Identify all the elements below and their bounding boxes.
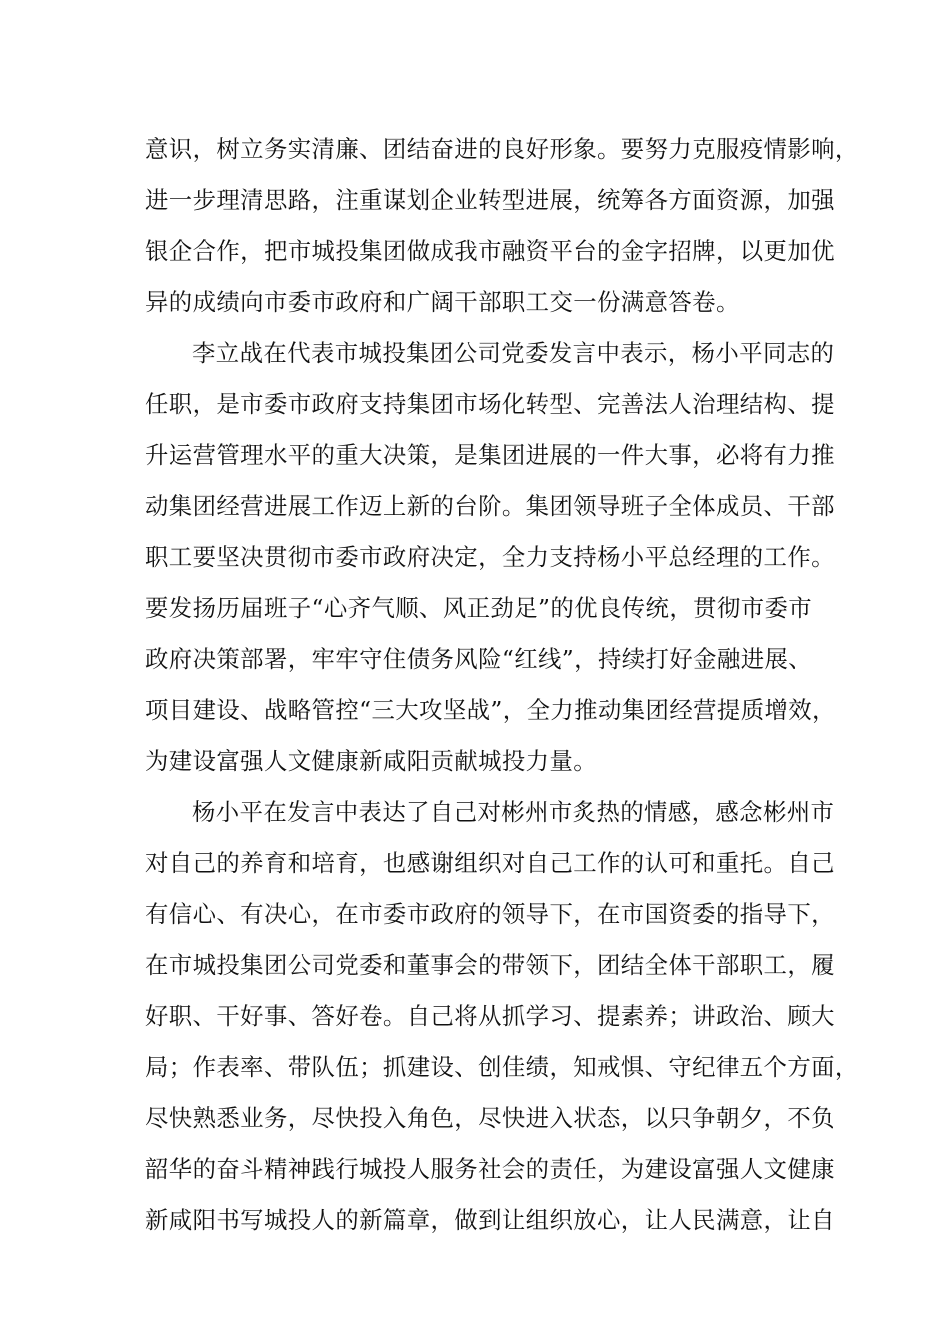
text-line: 项目建设、战略管控“三大攻坚战”，全力推动集团经营提质增效，	[145, 696, 836, 724]
text-line: 局；作表率、带队伍；抓建设、创佳绩，知戒惧、守纪律五个方面，	[145, 1053, 859, 1081]
text-line: 银企合作，把市城投集团做成我市融资平台的金字招牌，以更加优	[145, 237, 835, 265]
text-line: 新咸阳书写城投人的新篇章，做到让组织放心，让人民满意，让自	[145, 1206, 835, 1234]
text-line: 意识，树立务实清廉、团结奋进的良好形象。要努力克服疫情影响，	[145, 135, 859, 163]
paragraph-start-line: 李立战在代表市城投集团公司党委发言中表示，杨小平同志的	[192, 339, 835, 367]
text-line: 有信心、有决心，在市委市政府的领导下，在市国资委的指导下，	[145, 900, 835, 928]
text-line: 政府决策部署，牢牢守住债务风险“红线”，持续打好金融进展、	[145, 645, 813, 673]
text-line: 动集团经营进展工作迈上新的台阶。集团领导班子全体成员、干部	[145, 492, 835, 520]
text-line: 为建设富强人文健康新咸阳贡献城投力量。	[145, 747, 598, 775]
text-line: 职工要坚决贯彻市委市政府决定，全力支持杨小平总经理的工作。	[145, 543, 835, 571]
paragraph-start-line: 杨小平在发言中表达了自己对彬州市炙热的情感，感念彬州市	[192, 798, 835, 826]
text-line: 异的成绩向市委市政府和广阔干部职工交一份满意答卷。	[145, 288, 740, 316]
text-line: 尽快熟悉业务，尽快投入角色，尽快进入状态，以只争朝夕，不负	[145, 1104, 835, 1132]
text-line: 好职、干好事、答好卷。自己将从抓学习、提素养；讲政治、顾大	[145, 1002, 835, 1030]
text-line: 在市城投集团公司党委和董事会的带领下，团结全体干部职工，履	[145, 951, 835, 979]
text-line: 要发扬历届班子“心齐气顺、风正劲足”的优良传统，贯彻市委市	[145, 594, 813, 622]
text-line: 对自己的养育和培育，也感谢组织对自己工作的认可和重托。自己	[145, 849, 835, 877]
text-line: 进一步理清思路，注重谋划企业转型进展，统筹各方面资源，加强	[145, 186, 835, 214]
text-line: 升运营管理水平的重大决策，是集团进展的一件大事，必将有力推	[145, 441, 835, 469]
text-line: 任职，是市委市政府支持集团市场化转型、完善法人治理结构、提	[145, 390, 835, 418]
text-line: 韶华的奋斗精神践行城投人服务社会的责任，为建设富强人文健康	[145, 1155, 835, 1183]
